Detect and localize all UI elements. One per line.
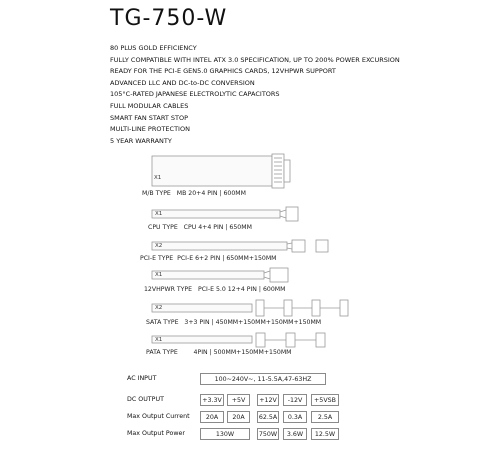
spec-cell: 20A [200, 411, 224, 423]
spec-cell: 130W [200, 428, 250, 440]
spec-label: AC INPUT [127, 375, 157, 382]
feature-item: SMART FAN START STOP [110, 113, 189, 122]
cable-qty: X1 [154, 175, 162, 181]
cable-caption-cpu [148, 224, 252, 231]
feature-item: 80 PLUS GOLD EFFICIENCY [110, 44, 197, 52]
spec-label: DC OUTPUT [127, 396, 164, 403]
cable-spec: PCI-E 6+2 PIN | 650MM+150MM [177, 255, 277, 262]
spec-cell: 3.6W [283, 428, 307, 440]
spec-cell: 0.3A [283, 411, 307, 423]
cable-spec: 3+3 PIN | 450MM+150MM+150MM+150MM [184, 319, 322, 326]
cable-qty: X1 [155, 211, 163, 217]
cable-caption-12vhpwr [144, 286, 285, 293]
cable-type: SATA TYPE [146, 319, 179, 326]
spec-cell: 62.5A [257, 411, 279, 423]
spec-cell: 12.5W [311, 428, 339, 440]
12vhpwr-cable-illustration [152, 268, 288, 282]
cable-qty: X2 [155, 305, 163, 311]
cable-qty: X1 [155, 337, 163, 343]
spec-cell: +5VSB [311, 394, 339, 406]
cable-spec: MB 20+4 PIN | 600MM [176, 190, 246, 197]
feature-item: 105°C-RATED JAPANESE ELECTROLYTIC CAPACITORS [110, 90, 280, 99]
spec-cell: +3.3V [200, 394, 224, 406]
feature-item: MULTI-LINE PROTECTION [110, 125, 190, 134]
spec-cell: 20A [227, 411, 250, 423]
spec-cell: +12V [257, 394, 279, 406]
cable-type: CPU TYPE [148, 224, 178, 231]
pcie-cable-illustration [152, 240, 328, 252]
spec-label: Max Output Current [127, 413, 190, 420]
pata-cable-illustration [152, 333, 325, 347]
mb-cable-illustration [152, 154, 290, 188]
ac-input-value: 100~240V~, 11-5.5A,47-63HZ [200, 373, 326, 385]
cable-caption-pata [146, 349, 292, 356]
spec-cell: 2.5A [311, 411, 339, 423]
cable-caption-mb [142, 190, 246, 197]
cable-type: PATA TYPE [146, 349, 178, 356]
sata-cable-illustration [152, 300, 348, 316]
cable-spec: CPU 4+4 PIN | 650MM [183, 224, 252, 231]
cpu-cable-illustration [152, 207, 298, 221]
spec-cell: +5V [227, 394, 250, 406]
feature-item: READY FOR THE PCI-E GEN5.0 GRAPHICS CARDS, 12VHPWR SUPPORT [110, 67, 336, 76]
cable-spec: 4PIN | 500MM+150MM+150MM [193, 349, 292, 356]
cable-qty: X2 [155, 243, 163, 249]
cable-qty: X1 [155, 272, 163, 278]
feature-item: FULLY COMPATIBLE WITH INTEL ATX 3.0 SPECIFICATION, UP TO 200% POWER EXCURSION [110, 55, 400, 64]
cable-type: M/B TYPE [142, 190, 171, 197]
feature-item: FULL MODULAR CABLES [110, 101, 189, 110]
cable-caption-sata [146, 319, 321, 326]
spec-label: Max Output Power [127, 430, 185, 437]
spec-cell: 750W [257, 428, 279, 440]
cable-spec: PCI-E 5.0 12+4 PIN | 600MM [197, 286, 286, 293]
spec-cell: -12V [283, 394, 307, 406]
feature-item: 5 YEAR WARRANTY [110, 136, 172, 145]
product-title: TG-750-W [110, 6, 228, 31]
cable-caption-pcie [140, 255, 277, 262]
cable-type: 12VHPWR TYPE [144, 286, 193, 293]
cable-type: PCI-E TYPE [140, 255, 174, 262]
feature-item: ADVANCED LLC AND DC-to-DC CONVERSION [110, 78, 255, 87]
